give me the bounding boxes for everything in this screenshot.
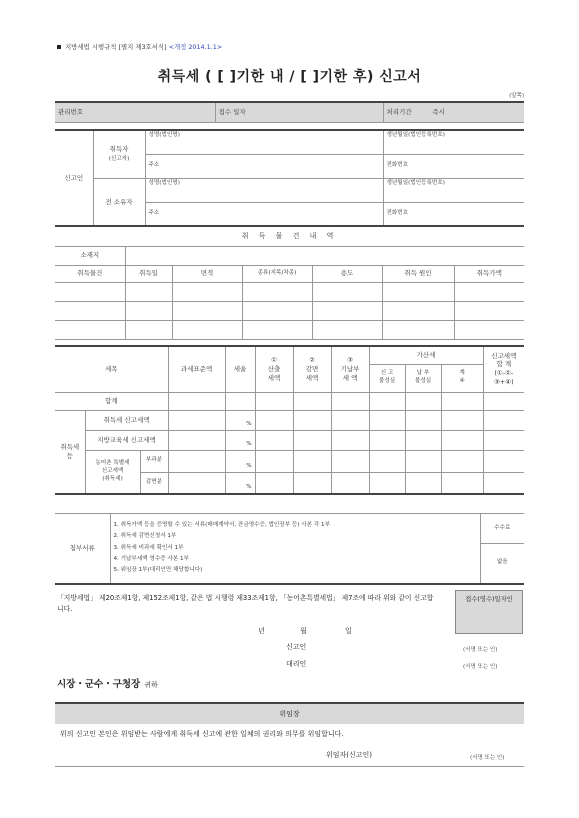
tax-cell[interactable] xyxy=(405,450,441,472)
col-add-tax xyxy=(369,346,483,364)
prev-owner-address-label: 주소 xyxy=(148,210,160,217)
tax-cell[interactable] xyxy=(168,472,225,494)
total-cell[interactable] xyxy=(405,392,441,410)
col-reduce-text: 감면 세액 xyxy=(305,364,319,382)
attachment-item: 3. 취득세 비과세 확인서 1부 xyxy=(113,544,184,551)
property-cell[interactable] xyxy=(55,301,125,320)
col-add-pay xyxy=(405,364,441,392)
tax-table xyxy=(55,345,524,495)
delegation-text: 위의 신고인 본인은 위임받는 사람에게 취득세 신고에 관한 일체의 권리와 의무를 위임합니다. xyxy=(60,730,344,738)
total-row-text: 합계 xyxy=(104,396,118,405)
law-reference: 지방세법 시행규칙 [별지 제3호서식] xyxy=(65,43,167,51)
tax-cell[interactable] xyxy=(331,472,369,494)
col-tax-base xyxy=(168,346,225,392)
admin-table xyxy=(55,101,524,123)
fee-value xyxy=(480,544,524,584)
attachments-list xyxy=(110,514,480,584)
tax-cell[interactable] xyxy=(168,430,225,450)
tax-cell[interactable] xyxy=(369,410,405,430)
col-tax-rate-text: 세율 xyxy=(233,364,247,373)
total-cell[interactable] xyxy=(168,392,225,410)
tax-cell[interactable] xyxy=(369,450,405,472)
attachment-item: 4. 기납부세액 영수증 사본 1부 xyxy=(113,555,189,562)
receipt-stamp-box xyxy=(455,590,523,634)
prev-owner-text: 전 소유자 xyxy=(105,197,133,206)
percent-sign: % xyxy=(246,420,252,427)
property-cell[interactable] xyxy=(454,282,524,301)
reporter-sign-label: 신고인 xyxy=(286,643,307,651)
acquirer-name-label: 성명(법인명) xyxy=(148,132,180,138)
tax-cell[interactable] xyxy=(331,410,369,430)
tax-cell[interactable] xyxy=(168,450,225,472)
row-rural-a-label xyxy=(140,450,168,472)
rate-cell[interactable] xyxy=(225,430,255,450)
reporter-table xyxy=(55,129,524,227)
property-cell[interactable] xyxy=(454,301,524,320)
tax-cell[interactable] xyxy=(255,450,293,472)
tax-cell[interactable] xyxy=(441,450,483,472)
square-bullet-icon xyxy=(57,45,61,49)
attachment-item: 1. 취득가액 등을 증명할 수 있는 서류(매매계약서, 잔금영수증, 법인장부 등) 사본 각 1부 xyxy=(113,522,330,529)
property-cell[interactable] xyxy=(382,301,454,320)
col-acq-item-text: 취득물건 xyxy=(77,269,103,278)
fee-label xyxy=(480,514,524,544)
property-cell[interactable] xyxy=(125,301,172,320)
form-reference xyxy=(57,42,222,51)
col-price-text: 취득가액 xyxy=(476,269,502,278)
col-use xyxy=(312,265,382,282)
col-acq-item xyxy=(55,265,125,282)
row-acq-text: 취득세 신고세액 xyxy=(103,415,150,424)
col-calc-num: ① xyxy=(271,356,277,365)
attachments-label xyxy=(55,514,110,584)
agent-sign-label: 대리인 xyxy=(286,660,307,668)
property-cell[interactable] xyxy=(125,320,172,339)
property-section-text: 취 득 물 건 내 역 xyxy=(241,231,338,240)
reporter-sign-note[interactable]: (서명 또는 인) xyxy=(463,647,498,653)
rate-cell[interactable] xyxy=(225,450,255,472)
tax-cell[interactable] xyxy=(483,472,524,494)
col-type xyxy=(242,265,312,282)
col-paid-num: ③ xyxy=(347,356,353,365)
total-cell[interactable] xyxy=(441,392,483,410)
row-edu-text: 지방교육세 신고세액 xyxy=(97,435,156,444)
property-cell[interactable] xyxy=(242,320,312,339)
tax-cell[interactable] xyxy=(441,472,483,494)
acq-tax-group-label xyxy=(55,410,85,494)
attachment-item: 5. 위임장 1부(대리인만 해당합니다) xyxy=(113,567,203,574)
location-label xyxy=(55,246,125,265)
property-cell[interactable] xyxy=(312,301,382,320)
col-total-text: 신고세액 합 계 xyxy=(491,351,517,369)
reporter-section-label xyxy=(55,130,93,226)
prev-owner-name-label: 성명(법인명) xyxy=(148,179,180,186)
attachments-label-text: 첨부서류 xyxy=(69,543,95,552)
tax-cell[interactable] xyxy=(483,430,524,450)
col-add-sum-text: 계 xyxy=(459,370,465,377)
agent-sign-note[interactable]: (서명 또는 인) xyxy=(463,664,498,670)
col-cause xyxy=(382,265,454,282)
total-cell[interactable] xyxy=(369,392,405,410)
addressee-name: 시장・군수・구청장 xyxy=(57,679,141,690)
fee-value-text: 없음 xyxy=(496,559,508,566)
prev-owner-birth-field[interactable] xyxy=(383,178,524,202)
property-row[interactable] xyxy=(55,301,524,320)
processing-period-label: 처리기간 xyxy=(386,107,412,116)
prev-owner-name-field[interactable] xyxy=(145,178,383,202)
col-paid-text: 기납부 세 액 xyxy=(340,364,360,382)
tax-cell[interactable] xyxy=(293,450,331,472)
total-cell[interactable] xyxy=(483,392,524,410)
delegation-title: 위임장 xyxy=(55,702,524,724)
col-reduce-num: ② xyxy=(309,356,315,365)
row-edu-label xyxy=(85,430,168,450)
mgmt-no-label: 관리번호 xyxy=(58,107,84,116)
location-text: 소재지 xyxy=(80,251,100,260)
tax-cell[interactable] xyxy=(293,472,331,494)
date-year: 년 xyxy=(258,627,265,635)
col-add-sum-num: ④ xyxy=(459,378,465,384)
prev-owner-phone-label: 전화번호 xyxy=(386,210,409,217)
property-cell[interactable] xyxy=(312,320,382,339)
acquirer-phone-field[interactable] xyxy=(383,154,524,178)
bottom-divider xyxy=(55,766,524,767)
percent-sign: % xyxy=(246,484,252,491)
delegator-sign-note[interactable]: (서명 또는 인) xyxy=(470,755,505,761)
row-rural-text: 농어촌 특별세 신고세액 (취득세) xyxy=(95,460,130,482)
tax-cell[interactable] xyxy=(255,410,293,430)
tax-cell[interactable] xyxy=(331,430,369,450)
col-area xyxy=(172,265,242,282)
front-side-label: (앞쪽) xyxy=(509,93,524,99)
property-row[interactable] xyxy=(55,320,524,339)
property-cell[interactable] xyxy=(382,282,454,301)
property-table xyxy=(55,225,524,340)
acquirer-text: 취득자 xyxy=(109,145,129,154)
processing-immediate: 즉시 xyxy=(432,107,445,116)
col-paid-tax xyxy=(331,346,369,392)
property-cell[interactable] xyxy=(172,320,242,339)
tax-cell[interactable] xyxy=(369,430,405,450)
prev-owner-birth-label: 생년월일(법인등록번호) xyxy=(386,179,445,186)
tax-cell[interactable] xyxy=(293,430,331,450)
receipt-date-cell[interactable] xyxy=(215,102,383,122)
tax-cell[interactable] xyxy=(369,472,405,494)
acquirer-sub-text: (신고자) xyxy=(108,155,130,162)
property-cell[interactable] xyxy=(172,282,242,301)
rate-cell[interactable] xyxy=(225,410,255,430)
date-day: 일 xyxy=(345,627,352,635)
prev-owner-phone-field[interactable] xyxy=(383,202,524,226)
property-cell[interactable] xyxy=(382,320,454,339)
total-row-label xyxy=(55,392,168,410)
acq-tax-group-text: 취득세 등 xyxy=(60,442,80,460)
tax-cell[interactable] xyxy=(293,410,331,430)
total-cell[interactable] xyxy=(331,392,369,410)
addressee-suffix: 귀하 xyxy=(144,681,158,689)
acquirer-birth-field[interactable] xyxy=(383,130,524,154)
date-month: 월 xyxy=(300,627,307,635)
col-tax-item xyxy=(55,346,168,392)
property-cell[interactable] xyxy=(312,282,382,301)
property-row[interactable] xyxy=(55,282,524,301)
fee-label-text: 수수료 xyxy=(494,524,511,531)
col-type-text: 종류(지목/차종) xyxy=(257,269,297,276)
revision-note: <개정 2014.1.1> xyxy=(168,43,223,51)
row-rural-label xyxy=(85,450,140,494)
acquirer-name-field[interactable] xyxy=(145,130,383,154)
col-acq-date xyxy=(125,265,172,282)
row-rural-b-label xyxy=(140,472,168,494)
reporter-section-text: 신고인 xyxy=(64,173,84,182)
property-cell[interactable] xyxy=(454,320,524,339)
location-field[interactable] xyxy=(125,246,524,265)
tax-cell[interactable] xyxy=(483,410,524,430)
tax-cell[interactable] xyxy=(255,472,293,494)
percent-sign: % xyxy=(246,440,252,447)
col-add-sum xyxy=(441,364,483,392)
receipt-date-label: 접수 일자 xyxy=(218,107,246,116)
acquirer-birth-label: 생년월일(법인등록번호) xyxy=(386,132,445,138)
col-add-text: 가산세 xyxy=(416,350,436,359)
property-cell[interactable] xyxy=(242,301,312,320)
property-cell[interactable] xyxy=(125,282,172,301)
rate-cell[interactable] xyxy=(225,472,255,494)
attachments-table xyxy=(55,513,524,585)
tax-cell[interactable] xyxy=(405,410,441,430)
property-cell[interactable] xyxy=(242,282,312,301)
total-cell[interactable] xyxy=(255,392,293,410)
tax-cell[interactable] xyxy=(168,410,225,430)
processing-period-cell xyxy=(383,102,524,122)
prev-owner-label xyxy=(93,178,145,226)
col-acq-date-text: 취득일 xyxy=(139,269,158,278)
col-total-tax xyxy=(483,346,524,392)
property-cell[interactable] xyxy=(55,320,125,339)
col-total-formula: (①-②- ③+④) xyxy=(493,369,514,387)
tax-cell[interactable] xyxy=(331,450,369,472)
tax-cell[interactable] xyxy=(255,430,293,450)
col-area-text: 면적 xyxy=(200,269,214,278)
form-title: 취득세 ( [ ]기한 내 / [ ]기한 후) 신고서 xyxy=(157,69,422,85)
tax-cell[interactable] xyxy=(405,430,441,450)
row-rural-b-text: 감면분 xyxy=(145,478,163,485)
acquirer-address-label: 주소 xyxy=(148,162,160,169)
col-add-report xyxy=(369,364,405,392)
col-calc-tax xyxy=(255,346,293,392)
property-section-title xyxy=(55,226,524,246)
col-price xyxy=(454,265,524,282)
receipt-stamp-label: 접수(영수)일자인 xyxy=(465,596,513,603)
col-calc-text: 산출 세액 xyxy=(267,364,281,382)
acquirer-label xyxy=(93,130,145,178)
declaration-text: 「지방세법」 제20조제1항, 제152조제1항, 같은 법 시행령 제33조제1항, 「농어촌특별세법」 제7조에 따라 위와 같이 신고합니다. xyxy=(57,594,434,613)
col-tax-item-text: 세목 xyxy=(104,364,118,373)
tax-cell[interactable] xyxy=(483,450,524,472)
delegator-label: 위임자(신고인) xyxy=(326,751,373,759)
tax-cell[interactable] xyxy=(441,430,483,450)
mgmt-no-cell[interactable] xyxy=(55,102,215,122)
col-use-text: 용도 xyxy=(340,269,354,278)
attachment-item: 2. 취득세 감면신청서 1부 xyxy=(113,533,177,540)
col-tax-rate xyxy=(225,346,255,392)
acquirer-address-field[interactable] xyxy=(145,154,383,178)
col-reduce-tax xyxy=(293,346,331,392)
total-cell[interactable] xyxy=(225,392,255,410)
col-add-report-text: 신 고 불성실 xyxy=(378,370,396,384)
total-cell[interactable] xyxy=(293,392,331,410)
col-cause-text: 취득 원인 xyxy=(404,269,432,278)
acquirer-phone-label: 전화번호 xyxy=(386,162,409,169)
col-tax-base-text: 과세표준액 xyxy=(180,364,213,373)
tax-cell[interactable] xyxy=(405,472,441,494)
tax-cell[interactable] xyxy=(441,410,483,430)
addressee xyxy=(57,676,158,690)
property-cell[interactable] xyxy=(55,282,125,301)
col-add-pay-text: 납 부 불성실 xyxy=(414,370,432,384)
prev-owner-address-field[interactable] xyxy=(145,202,383,226)
property-cell[interactable] xyxy=(172,301,242,320)
percent-sign: % xyxy=(246,462,252,469)
row-rural-a-text: 부과분 xyxy=(145,457,163,464)
row-acq-label xyxy=(85,410,168,430)
